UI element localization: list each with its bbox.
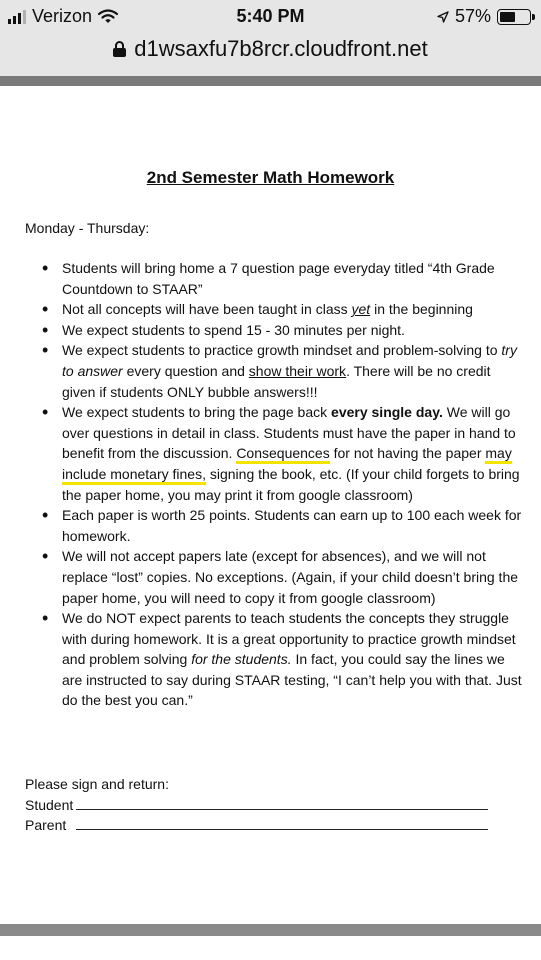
signature-section bbox=[25, 774, 488, 836]
parent-label: Parent bbox=[25, 817, 67, 834]
lock-icon bbox=[113, 41, 126, 57]
list-item: • Not all concepts will have been taught in class yet in the beginning bbox=[28, 299, 522, 320]
location-arrow-icon bbox=[437, 11, 449, 23]
battery-fill bbox=[500, 12, 515, 22]
document-title: 2nd Semester Math Homework bbox=[146, 168, 395, 187]
battery-icon bbox=[497, 9, 531, 25]
list-item: • Each paper is worth 25 points. Students can earn up to 100 each week for homework. bbox=[28, 505, 522, 546]
student-label: Student bbox=[25, 796, 74, 813]
status-bar bbox=[0, 0, 541, 34]
sign-instruction: Please sign and return: bbox=[25, 776, 169, 792]
document-page bbox=[0, 86, 541, 924]
battery-percent: 57% bbox=[454, 6, 491, 26]
highlighted-text: Consequences bbox=[236, 445, 329, 464]
list-item: • We do NOT expect parents to teach students the concepts they struggle with during homework. It is a great opportunity to practice growth mindset and problem solving for the students. In fact, you could say the lines we are instructed to say during STAAR testing, “I can’t help you with that. Just do the best you can.” bbox=[28, 608, 522, 711]
address-bar[interactable] bbox=[0, 34, 541, 76]
student-signature-row bbox=[25, 795, 488, 816]
homework-rules-list bbox=[28, 258, 522, 711]
parent-signature-row bbox=[25, 815, 488, 836]
clock: 5:40 PM bbox=[236, 6, 305, 26]
student-signature-line bbox=[76, 796, 488, 810]
status-right bbox=[437, 6, 531, 27]
list-item: • We expect students to bring the page back every single day. We will go over questions in detail in class. Students must have the paper in hand to benefit from the discussion. Consequences for not having the paper may include monetary fines, signing the book, etc. (If your child forgets to bring the paper home, you may print it from google classroom) bbox=[28, 402, 522, 505]
list-item: • We expect students to practice growth mindset and problem-solving to try to answer every question and show their work. There will be no credit given if students ONLY bubble answers!!! bbox=[28, 340, 522, 402]
carrier-label: Verizon bbox=[32, 6, 93, 26]
page-bottom-rule bbox=[0, 924, 541, 936]
list-item: • We expect students to spend 15 - 30 minutes per night. bbox=[28, 320, 522, 341]
page-top-rule bbox=[0, 76, 541, 86]
list-item: • We will not accept papers late (except for absences), and we will not replace “lost” copies. No exceptions. (Again, if your child doesn’t bring the paper home, you will need to copy it from google classroom) bbox=[28, 546, 522, 608]
url-text[interactable]: d1wsaxfu7b8rcr.cloudfront.net bbox=[134, 36, 428, 61]
parent-signature-line bbox=[76, 816, 488, 830]
days-label: Monday - Thursday: bbox=[25, 220, 150, 236]
list-item: • Students will bring home a 7 question page everyday titled “4th Grade Countdown to STAAR” bbox=[28, 258, 522, 299]
highlighted-text: may include monetary fines, bbox=[62, 445, 512, 485]
